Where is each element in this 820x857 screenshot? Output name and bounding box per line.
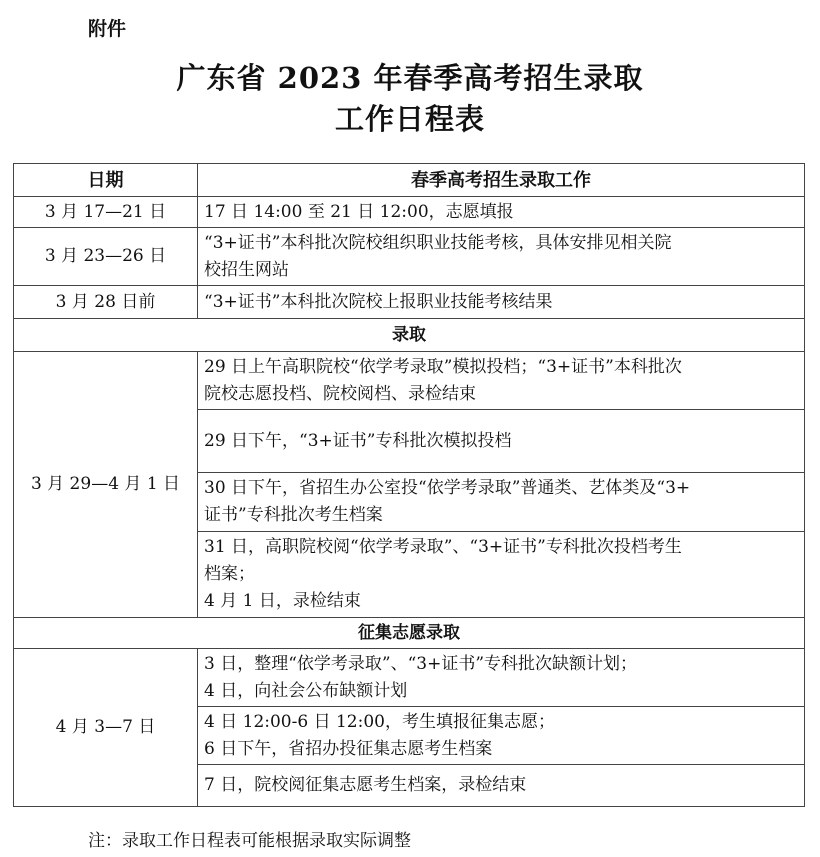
work-line: 30 日下午，省招生办公室投“依学考录取”普通类、艺体类及“3+: [204, 478, 691, 498]
header-work: 春季高考招生录取工作: [198, 164, 805, 197]
row-date: 3 月 23—26 日: [14, 228, 198, 286]
schedule-table: [13, 163, 805, 807]
work-line: 29 日上午高职院校“依学考录取”模拟投档；“3+证书”本科批次: [204, 356, 682, 377]
row-work: 7 日，院校阅征集志愿考生档案，录检结束: [198, 765, 805, 807]
table-row: [14, 286, 805, 319]
row-work: 17 日 14:00 至 21 日 12:00，志愿填报: [198, 197, 805, 228]
document-title: 广东省 2023 年春季高考招生录取: [176, 61, 644, 95]
work-line: 4 日 12:00-6 日 12:00，考生填报征集志愿；: [204, 711, 555, 732]
section-title: 录取: [14, 319, 805, 352]
row-work: [198, 532, 805, 618]
row-date: 3 月 28 日前: [14, 286, 198, 319]
work-line: 证书”专科批次考生档案: [204, 505, 383, 525]
section-title: 征集志愿录取: [14, 618, 805, 649]
work-line: 6 日下午，省招办投征集志愿考生档案: [204, 738, 493, 759]
work-line: 院校志愿投档、院校阅档、录检结束: [204, 383, 476, 404]
work-line: 校招生网站: [204, 259, 289, 280]
table-row: [14, 197, 805, 228]
footnote: 注：录取工作日程表可能根据录取实际调整: [88, 831, 411, 851]
work-line: 31 日，高职院校阅“依学考录取”、“3+证书”专科批次投档考生: [204, 537, 682, 557]
section-row-supplement: [14, 618, 805, 649]
section-row-admission: [14, 319, 805, 352]
row-work: [198, 649, 805, 707]
row-work: [198, 707, 805, 765]
document-subtitle: 工作日程表: [334, 102, 485, 136]
row-date: 3 月 17—21 日: [14, 197, 198, 228]
row-date: 3 月 29—4 月 1 日: [14, 352, 198, 618]
table-header-row: [14, 164, 805, 197]
work-line: 4 月 1 日，录检结束: [204, 591, 361, 611]
row-work: “3+证书”本科批次院校上报职业技能考核结果: [198, 286, 805, 319]
table-row: [14, 352, 805, 410]
row-work: [198, 228, 805, 286]
header-date: 日期: [14, 164, 198, 197]
work-line: 档案；: [204, 564, 255, 584]
work-line: 3 日，整理“依学考录取”、“3+证书”专科批次缺额计划；: [204, 653, 638, 674]
work-line: 4 日，向社会公布缺额计划: [204, 680, 408, 701]
work-line: “3+证书”本科批次院校组织职业技能考核，具体安排见相关院: [204, 232, 672, 253]
row-work: [198, 473, 805, 532]
attachment-label: 附件: [88, 18, 127, 40]
table-row: [14, 228, 805, 286]
table-row: [14, 649, 805, 707]
row-work: [198, 352, 805, 410]
row-work: 29 日下午，“3+证书”专科批次模拟投档: [198, 410, 805, 473]
row-date: 4 月 3—7 日: [14, 649, 198, 807]
